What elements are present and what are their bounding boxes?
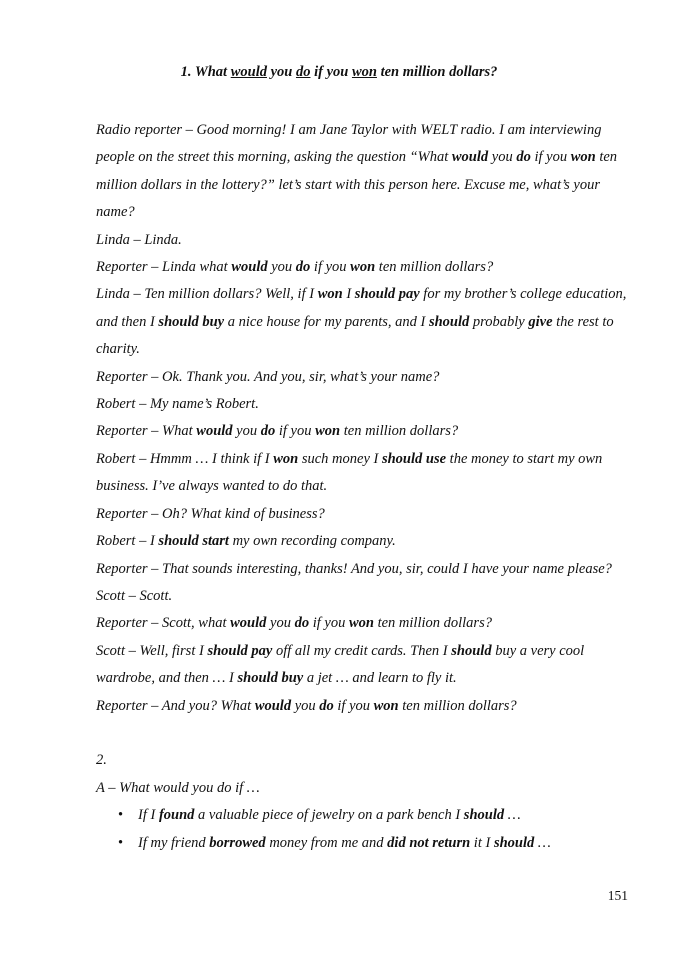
page-title [0,62,678,82]
bullet-list [96,802,636,857]
bold-keyword: won [315,423,341,440]
title-part: ten million dollars? [380,64,498,80]
dialogue-line: Reporter – Ok. Thank you. And you, sir, what’s your name? [96,368,440,385]
page-number: 151 [607,888,628,903]
bullet-item: • If my friend borrowed money from me and did not return it I should … [96,830,636,857]
bold-keyword: won [373,697,399,714]
bold-keyword: would [231,259,268,276]
dialogue-line: Reporter – What would you do if you won ten million dollars? [96,423,459,440]
dialogue-line: Robert – My name’s Robert. [96,396,259,413]
bold-keyword: do [295,259,311,276]
bold-keyword: should [451,642,492,659]
bullet-icon: • [118,807,124,824]
bullet-icon: • [118,834,124,851]
dialogue-line: Reporter – Scott, what would you do if you won ten million dollars? [96,615,492,632]
title-keyword: would [230,64,267,80]
bold-keyword: did not return [387,834,471,851]
dialogue-line: Reporter – Linda what would you do if you won ten million dollars? [96,259,494,276]
dialogue [96,117,636,720]
section-2-number: 2. [96,752,107,769]
bold-keyword: should [493,834,535,851]
bold-keyword: would [196,423,233,440]
dialogue-line: Scott – Scott. [96,587,173,604]
bold-keyword: should pay [207,642,273,659]
title-part: you [270,64,293,80]
bold-keyword: should buy [237,670,304,687]
dialogue-line: Linda – Linda. [96,231,182,248]
bold-keyword: should buy [158,313,225,330]
bold-keyword: should start [158,533,229,550]
dialogue-line: Robert – I should start my own recording company. [96,533,396,550]
bold-keyword: would [451,149,489,166]
bold-keyword: would [230,615,267,632]
bold-keyword: do [319,697,334,714]
bold-keyword: do [260,423,276,440]
title-keyword: do [295,64,311,80]
dialogue-line: Reporter – That sounds interesting, thanks! And you, sir, could I have your name please? [96,560,612,577]
bold-keyword: should pay [354,286,420,303]
bullet-item: • If I found a valuable piece of jewelry on a park bench I should … [96,802,636,829]
bold-keyword: should use [381,450,447,467]
dialogue-line: Linda – Ten million dollars? Well, if I won I should pay for my brother’s college education, and then I should buy a nice house for my parents, and I should probably give the rest to charity. [96,286,627,358]
bold-keyword: won [317,286,343,303]
bold-keyword: found [158,807,195,824]
bold-keyword: won [570,149,596,166]
spacer [96,720,636,747]
dialogue-line: Scott – Well, first I should pay off all my credit cards. Then I should buy a very cool wardrobe, and then … I should buy a jet … and learn to fly it. [96,642,585,687]
title-keyword: won [351,64,377,80]
dialogue-line: Radio reporter – Good morning! I am Jane Taylor with WELT radio. I am interviewing people on the street this morning, asking the question “What would you do if you won ten million dollars in the lottery?” let’s start with this person here. Excuse me, what’s your name? [96,122,618,221]
bold-keyword: should [428,313,470,330]
bold-keyword: do [516,149,531,166]
bold-keyword: give [528,313,553,330]
bold-keyword: do [294,615,310,632]
title-part: if you [314,64,349,80]
bold-keyword: won [348,615,374,632]
dialogue-line: Robert – Hmmm … I think if I won such money I should use the money to start my own business. I’ve always wanted to do that. [96,450,603,495]
bold-keyword: borrowed [209,834,266,851]
bold-keyword: would [254,697,292,714]
document-body [96,117,636,857]
bold-keyword: won [350,259,376,276]
dialogue-line: Reporter – Oh? What kind of business? [96,505,325,522]
bold-keyword: won [273,450,299,467]
bold-keyword: should [463,807,505,824]
title-part: What [194,64,228,80]
title-number: 1. [180,64,192,80]
dialogue-line: Reporter – And you? What would you do if you won ten million dollars? [96,697,517,714]
section-2-intro: A – What would you do if … [96,779,260,796]
